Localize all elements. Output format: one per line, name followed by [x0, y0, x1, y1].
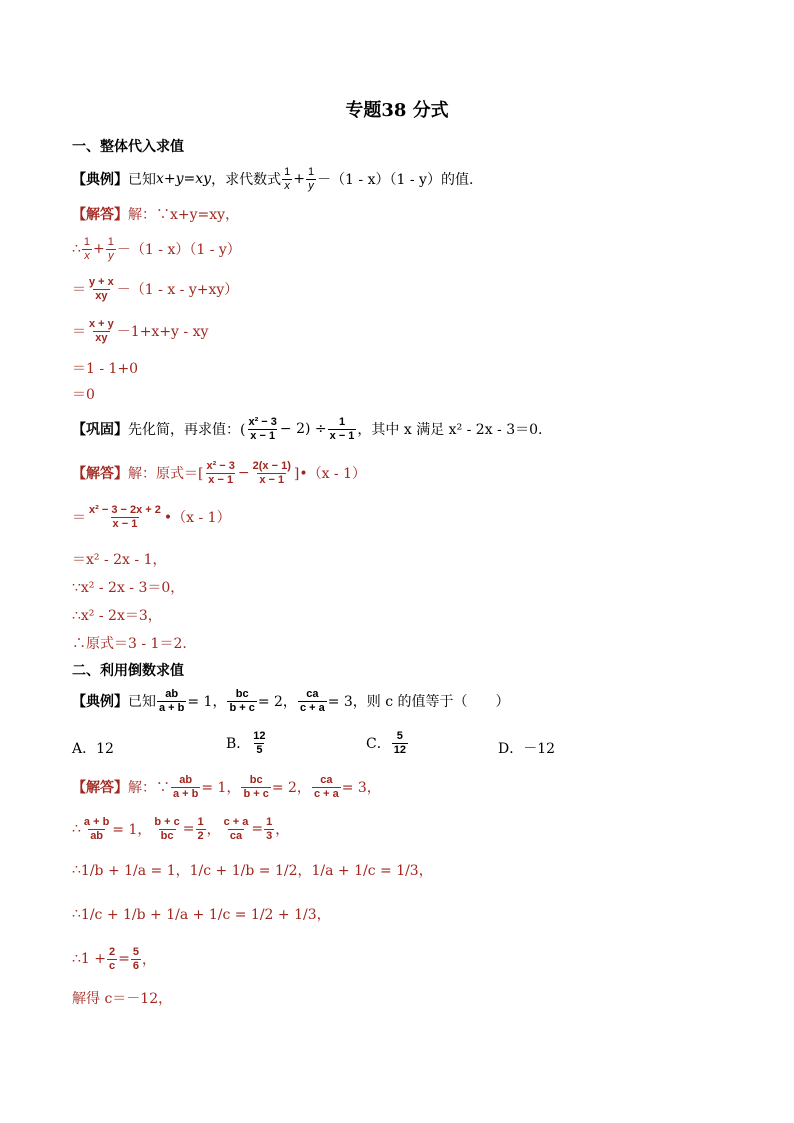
- fraction: $\frac{bc}{b + c}$: [243, 774, 269, 800]
- fraction: 1 x: [284, 166, 291, 192]
- fraction: $\frac{ca}{c + a}$: [299, 688, 325, 714]
- answer-2-line-6: ∴原式＝3 - 1＝2.: [72, 636, 187, 652]
- fraction: $\frac{5}{6}$: [132, 946, 139, 972]
- tag-consolidate: 【巩固】: [72, 422, 128, 439]
- tag-example: 【典例】: [72, 172, 128, 189]
- fraction: $\frac{a + b}{ab}$: [83, 816, 110, 842]
- option-label: B．: [226, 736, 251, 753]
- fraction: $\frac{1}{3}$: [266, 816, 273, 842]
- equation: 1/b + 1/a = 1，1/c + 1/b = 1/2，1/a + 1/c = 1/3，: [80, 863, 433, 879]
- minus-sign: −: [237, 465, 250, 482]
- text: ∴1 +: [72, 951, 106, 968]
- text: 解：原式＝[: [128, 466, 204, 483]
- option-label: C．: [366, 736, 391, 753]
- answer-1-line-6: ＝0: [72, 387, 95, 403]
- text: －（1 - x - y+xy）: [116, 282, 239, 299]
- example-1-question: [72, 166, 473, 192]
- text: = 1，: [187, 694, 227, 711]
- answer-1-line-1: [72, 204, 239, 224]
- text: ，: [141, 952, 156, 969]
- fraction: x² − 3 x − 1: [248, 416, 277, 442]
- text: ，: [275, 822, 290, 839]
- text: ∴: [72, 906, 81, 922]
- text: = 1，: [201, 780, 241, 797]
- text: －（1 - x）（1 - y）: [116, 242, 241, 259]
- answer-3-line-3: [72, 860, 433, 880]
- answer-2-line-4: ∵x² - 2x - 3＝0，: [72, 580, 185, 596]
- tag-answer: 【解答】: [72, 780, 128, 797]
- tag-example: 【典例】: [72, 694, 128, 711]
- section-heading-1: 一、整体代入求值: [72, 139, 184, 155]
- answer-2-line-2: [72, 504, 231, 530]
- fraction: $\frac{ca}{c + a}$: [313, 774, 339, 800]
- text: 已知: [128, 694, 156, 711]
- text: − 2) ÷: [279, 421, 327, 438]
- plus-sign: +: [93, 241, 105, 258]
- text: ∴: [72, 862, 81, 878]
- answer-3-line-6: 解得 c＝－12，: [72, 991, 173, 1007]
- fraction: 1 x: [83, 236, 91, 262]
- option-b: [226, 730, 269, 756]
- fraction: $\frac{2(x - 1)}{x - 1}$: [252, 460, 291, 486]
- equation: x+y=xy: [156, 171, 212, 188]
- answer-3-line-2: [72, 816, 289, 842]
- text: 解：∵x+y=xy，: [128, 207, 240, 223]
- fraction: $\frac{bc}{b + c}$: [229, 688, 255, 714]
- text: 已知: [128, 172, 156, 189]
- example-3-question: [72, 688, 510, 714]
- text: ＝: [72, 324, 86, 341]
- answer-2-line-3: ＝x² - 2x - 1，: [72, 552, 167, 568]
- text: = 3，: [341, 780, 381, 797]
- page-title: 专题38 分式: [345, 100, 449, 121]
- fraction: $\frac{1}{y}$: [307, 166, 315, 192]
- fraction: 12 5: [253, 730, 266, 756]
- answer-3-line-1: [72, 774, 381, 800]
- fraction: $\frac{ab}{a + b}$: [173, 774, 199, 800]
- fraction: $\frac{1}{x - 1}$: [329, 416, 355, 442]
- answer-2-line-5: ∴x² - 2x＝3，: [72, 608, 162, 624]
- option-a: A．12: [72, 741, 114, 757]
- answer-1-line-5: ＝1 - 1+0: [72, 361, 139, 377]
- text: =: [182, 821, 195, 838]
- text: ，其中 x 满足 x² - 2x - 3＝0.: [357, 422, 543, 439]
- text: ]•（x - 1）: [293, 466, 367, 483]
- plus-sign: +: [293, 171, 305, 188]
- answer-3-line-5: [72, 946, 156, 972]
- example-2-question: [72, 416, 543, 442]
- text: •（x - 1）: [163, 510, 231, 527]
- text: －1+x+y - xy: [116, 324, 209, 341]
- text: ＝: [72, 510, 86, 527]
- text: 先化简，再求值：(: [128, 422, 246, 439]
- text: = 1，: [112, 822, 152, 839]
- answer-1-line-2: [72, 236, 241, 262]
- text: －（1 - x）（1 - y）的值.: [317, 172, 474, 189]
- text: ∴: [72, 821, 81, 838]
- fraction: 5 12: [393, 730, 406, 756]
- answer-1-line-3: [72, 276, 238, 302]
- fraction: y + x xy: [89, 276, 114, 302]
- tag-answer: 【解答】: [72, 207, 128, 223]
- equation: 1/c + 1/b + 1/a + 1/c = 1/2 + 1/3，: [80, 907, 331, 923]
- fraction: $\frac{1}{y}$: [107, 236, 114, 262]
- text: = 2，: [271, 780, 311, 797]
- fraction: $\frac{1}{2}$: [197, 816, 204, 842]
- tag-answer: 【解答】: [72, 466, 128, 483]
- fraction: x + y xy: [89, 318, 114, 344]
- text: ∴: [72, 241, 81, 258]
- text: ，求代数式: [211, 172, 282, 189]
- text: 解：∵: [128, 780, 170, 797]
- fraction: $\frac{c + a}{ca}$: [223, 816, 249, 842]
- text: = 2，: [257, 694, 297, 711]
- text: = 3，则 c 的值等于（ ）: [327, 694, 510, 711]
- fraction: x² − 3 − 2x + 2 x − 1: [89, 504, 161, 530]
- fraction: $\frac{b + c}{bc}$: [154, 816, 180, 842]
- answer-3-line-4: [72, 904, 331, 924]
- text: =: [118, 951, 130, 968]
- option-c: [366, 730, 409, 756]
- text: ，: [206, 822, 221, 839]
- fraction: x² − 3 x − 1: [206, 460, 235, 486]
- answer-2-line-1: [72, 460, 366, 486]
- text: =: [251, 821, 264, 838]
- fraction: $\frac{2}{c}$: [109, 946, 116, 972]
- option-d: D．－12: [498, 741, 556, 757]
- section-heading-2: 二、利用倒数求值: [72, 663, 184, 679]
- answer-1-line-4: [72, 318, 208, 344]
- fraction: $\frac{ab}{a + b}$: [159, 688, 185, 714]
- text: ＝: [72, 282, 86, 299]
